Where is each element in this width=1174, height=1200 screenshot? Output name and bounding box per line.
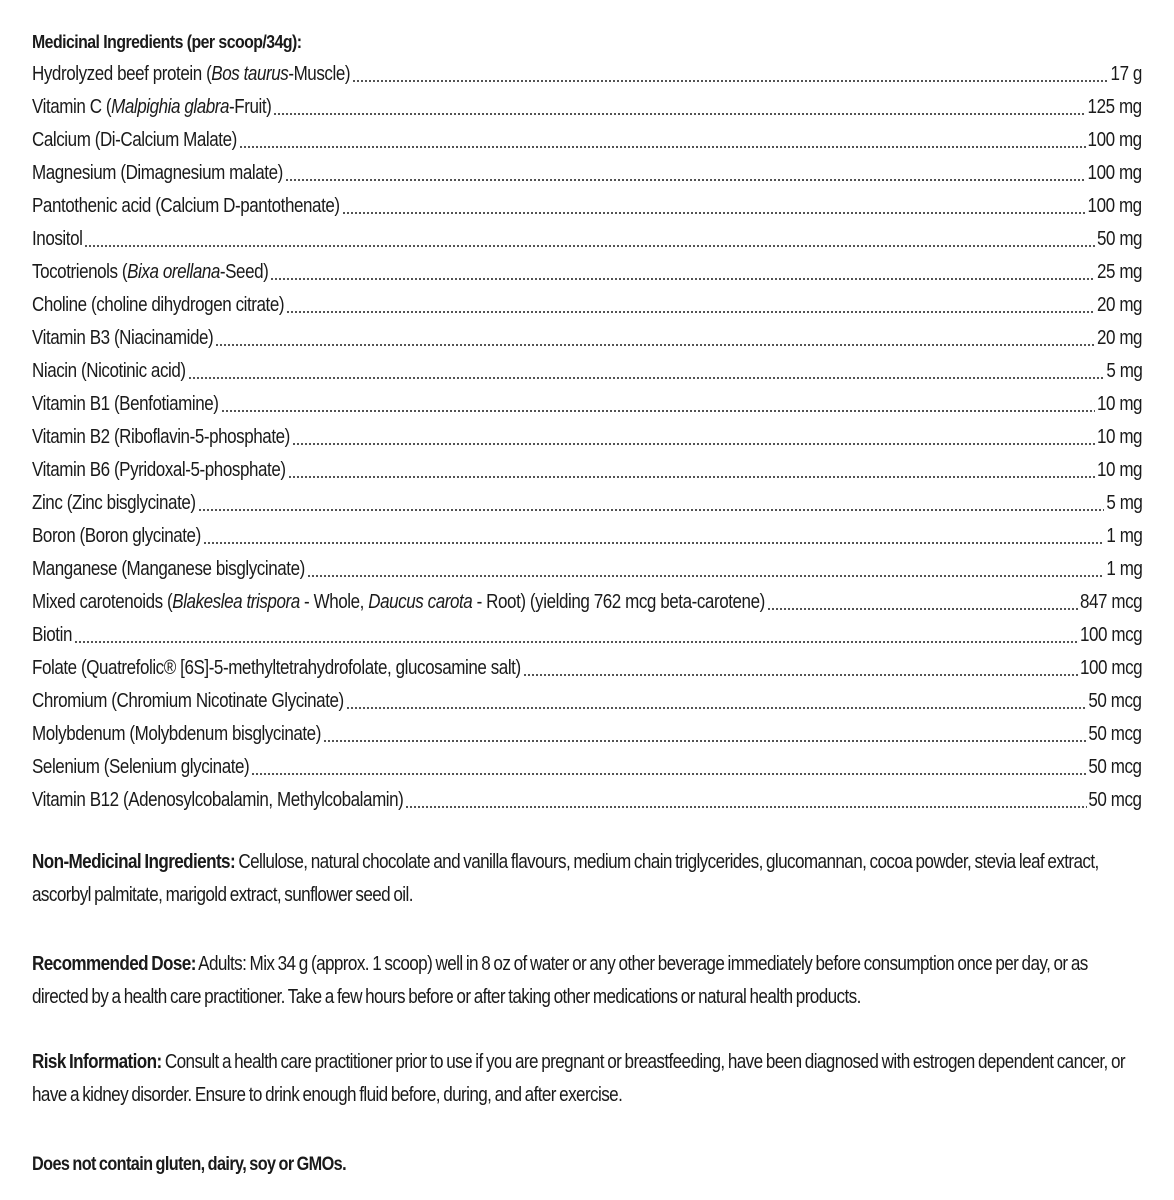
ingredient-name (32, 487, 196, 520)
ingredient-name-part: Biotin (32, 624, 72, 646)
dot-leader (342, 212, 1086, 214)
ingredient-row (32, 322, 1142, 355)
dot-leader (352, 80, 1109, 82)
ingredient-name-part: Hydrolyzed beef protein ( (32, 63, 212, 85)
ingredient-amount: 50 mcg (1088, 690, 1142, 712)
ingredient-amount: 10 mg (1096, 459, 1142, 481)
dot-leader (286, 311, 1095, 313)
ingredient-name-part: Manganese (Manganese bisglycinate) (32, 558, 305, 580)
ingredient-amount: 5 mg (1105, 492, 1142, 514)
ingredient-name-part: Vitamin B3 (Niacinamide) (32, 327, 214, 349)
ingredient-amount: 1 mg (1105, 558, 1142, 580)
ingredient-name (32, 619, 72, 652)
ingredient-row (32, 685, 1142, 718)
ingredient-name-part: Mixed carotenoids ( (32, 591, 173, 613)
non-medicinal-ingredients (32, 846, 1142, 912)
ingredient-name-part: Zinc (Zinc bisglycinate) (32, 492, 196, 514)
ingredient-name (32, 586, 765, 619)
ingredient-row (32, 421, 1142, 454)
ingredient-amount: 50 mg (1096, 228, 1142, 250)
ingredient-amount: 50 mcg (1088, 723, 1142, 745)
dot-leader (767, 608, 1078, 610)
ingredient-name-part: Vitamin B12 (Adenosylcobalamin, Methylcobalamin) (32, 789, 404, 811)
ingredient-name-part: Selenium (Selenium glycinate) (32, 756, 250, 778)
ingredient-name-part: Folate (Quatrefolic® [6S]-5-methyltetrahydrofolate, glucosamine salt) (32, 657, 521, 679)
ingredient-name-part: Chromium (Chromium Nicotinate Glycinate) (32, 690, 344, 712)
non-medicinal-text: Cellulose, natural chocolate and vanilla flavours, medium chain triglycerides, glucomannan, cocoa powder, stevia leaf extract, ascorbyl palmitate, marigold extract, sunflower seed oil. (32, 851, 1099, 906)
ingredient-amount: 100 mcg (1079, 624, 1142, 646)
ingredient-amount: 25 mg (1096, 261, 1142, 283)
risk-text: Consult a health care practitioner prior to use if you are pregnant or breastfeeding, have been diagnosed with estrogen dependent cancer, or have a kidney disorder. Ensure to drink enough fluid before, during, and after exercise. (32, 1051, 1125, 1106)
ingredient-list (32, 58, 1142, 817)
ingredient-row (32, 256, 1142, 289)
ingredient-name-part: Pantothenic acid (Calcium D-pantothenate) (32, 195, 340, 217)
ingredient-name-part: - Whole, (299, 591, 369, 613)
ingredient-row (32, 652, 1142, 685)
ingredient-row (32, 388, 1142, 421)
ingredient-amount: 10 mg (1096, 426, 1142, 448)
ingredient-amount: 100 mg (1087, 162, 1142, 184)
ingredient-name (32, 256, 268, 289)
ingredient-name (32, 751, 249, 784)
ingredient-name-part: Vitamin B6 (Pyridoxal-5-phosphate) (32, 459, 286, 481)
ingredient-name-part: Molybdenum (Molybdenum bisglycinate) (32, 723, 321, 745)
dot-leader (273, 113, 1085, 115)
ingredient-name (32, 685, 344, 718)
recommended-dose (32, 948, 1142, 1014)
ingredient-name (32, 520, 201, 553)
ingredient-name (32, 718, 321, 751)
dot-leader (288, 476, 1095, 478)
allergen-statement (32, 1148, 1142, 1181)
ingredient-amount: 10 mg (1096, 393, 1142, 415)
ingredient-amount: 125 mg (1087, 96, 1142, 118)
ingredient-name (32, 355, 186, 388)
ingredient-name-part: Inositol (32, 228, 83, 250)
ingredient-amount: 5 mg (1105, 360, 1142, 382)
dot-leader (74, 641, 1078, 643)
ingredient-amount: 50 mcg (1088, 789, 1142, 811)
medicinal-ingredients-heading: Medicinal Ingredients (per scoop/34g): (32, 32, 302, 52)
ingredient-name (32, 58, 350, 91)
ingredient-name (32, 322, 213, 355)
ingredient-amount: 20 mg (1096, 327, 1142, 349)
ingredient-amount: 50 mcg (1088, 756, 1142, 778)
ingredient-row (32, 355, 1142, 388)
ingredient-name (32, 91, 271, 124)
ingredient-name-part: -Muscle) (288, 63, 351, 85)
ingredient-source-italic: Bos taurus (211, 63, 289, 85)
ingredient-row (32, 58, 1142, 91)
ingredient-name (32, 124, 237, 157)
ingredient-row (32, 289, 1142, 322)
non-medicinal-label: Non-Medicinal Ingredients: (32, 851, 236, 873)
ingredient-row (32, 487, 1142, 520)
dot-leader (84, 245, 1094, 247)
dot-leader (215, 344, 1095, 346)
ingredient-row (32, 586, 1142, 619)
dose-text: Adults: Mix 34 g (approx. 1 scoop) well in 8 oz of water or any other beverage immediately before consumption once per day, or as directed by a health care practitioner. Take a few hours before or after taking other medications or natural health products. (32, 953, 1088, 1008)
ingredient-name-part: Tocotrienols ( (32, 261, 128, 283)
dose-label: Recommended Dose: (32, 953, 196, 975)
dot-leader (270, 278, 1094, 280)
ingredient-name-part: Calcium (Di-Calcium Malate) (32, 129, 237, 151)
ingredient-row (32, 751, 1142, 784)
ingredient-name (32, 784, 403, 817)
dot-leader (203, 542, 1104, 544)
dot-leader (346, 707, 1087, 709)
risk-label: Risk Information: (32, 1051, 162, 1073)
ingredient-row (32, 190, 1142, 223)
ingredient-name (32, 421, 290, 454)
dot-leader (292, 443, 1095, 445)
ingredient-name (32, 388, 219, 421)
ingredient-name (32, 223, 82, 256)
ingredient-name (32, 190, 340, 223)
ingredient-name-part: Magnesium (Dimagnesium malate) (32, 162, 283, 184)
dot-leader (323, 740, 1087, 742)
dot-leader (221, 410, 1095, 412)
ingredient-name-part: Niacin (Nicotinic acid) (32, 360, 186, 382)
ingredient-name-part: Choline (choline dihydrogen citrate) (32, 294, 285, 316)
ingredient-row (32, 520, 1142, 553)
ingredient-row (32, 619, 1142, 652)
ingredient-name (32, 454, 286, 487)
dot-leader (188, 377, 1104, 379)
ingredient-row (32, 454, 1142, 487)
ingredient-row (32, 124, 1142, 157)
ingredient-name-part: - Root) (yielding 762 mcg beta-carotene) (472, 591, 765, 613)
ingredient-row (32, 157, 1142, 190)
ingredient-source-italic: Blakeslea trispora (172, 591, 300, 613)
ingredient-name (32, 553, 305, 586)
allergen-text: Does not contain gluten, dairy, soy or GMOs. (32, 1154, 346, 1175)
ingredient-name-part: -Seed) (219, 261, 269, 283)
ingredient-row (32, 718, 1142, 751)
ingredient-name (32, 652, 521, 685)
ingredient-amount: 100 mg (1087, 195, 1142, 217)
ingredient-source-italic: Malpighia glabra (111, 96, 230, 118)
ingredient-amount: 20 mg (1096, 294, 1142, 316)
ingredient-name-part: -Fruit) (229, 96, 272, 118)
ingredient-row (32, 784, 1142, 817)
ingredient-name-part: Vitamin B1 (Benfotiamine) (32, 393, 219, 415)
ingredient-row (32, 553, 1142, 586)
ingredient-amount: 17 g (1110, 63, 1142, 85)
dot-leader (307, 575, 1104, 577)
dot-leader (251, 773, 1087, 775)
ingredient-source-italic: Bixa orellana (127, 261, 220, 283)
ingredient-amount: 100 mcg (1079, 657, 1142, 679)
ingredient-amount: 847 mcg (1079, 591, 1142, 613)
ingredient-row (32, 223, 1142, 256)
dot-leader (239, 146, 1086, 148)
risk-information (32, 1046, 1142, 1112)
ingredient-amount: 1 mg (1105, 525, 1142, 547)
dot-leader (285, 179, 1086, 181)
ingredient-name-part: Vitamin B2 (Riboflavin-5-phosphate) (32, 426, 290, 448)
ingredient-amount: 100 mg (1087, 129, 1142, 151)
ingredient-name (32, 157, 283, 190)
ingredient-name-part: Vitamin C ( (32, 96, 112, 118)
dot-leader (198, 509, 1104, 511)
ingredient-row (32, 91, 1142, 124)
dot-leader (523, 674, 1078, 676)
dot-leader (405, 806, 1086, 808)
ingredient-name-part: Boron (Boron glycinate) (32, 525, 201, 547)
ingredient-name (32, 289, 284, 322)
ingredient-source-italic: Daucus carota (368, 591, 473, 613)
